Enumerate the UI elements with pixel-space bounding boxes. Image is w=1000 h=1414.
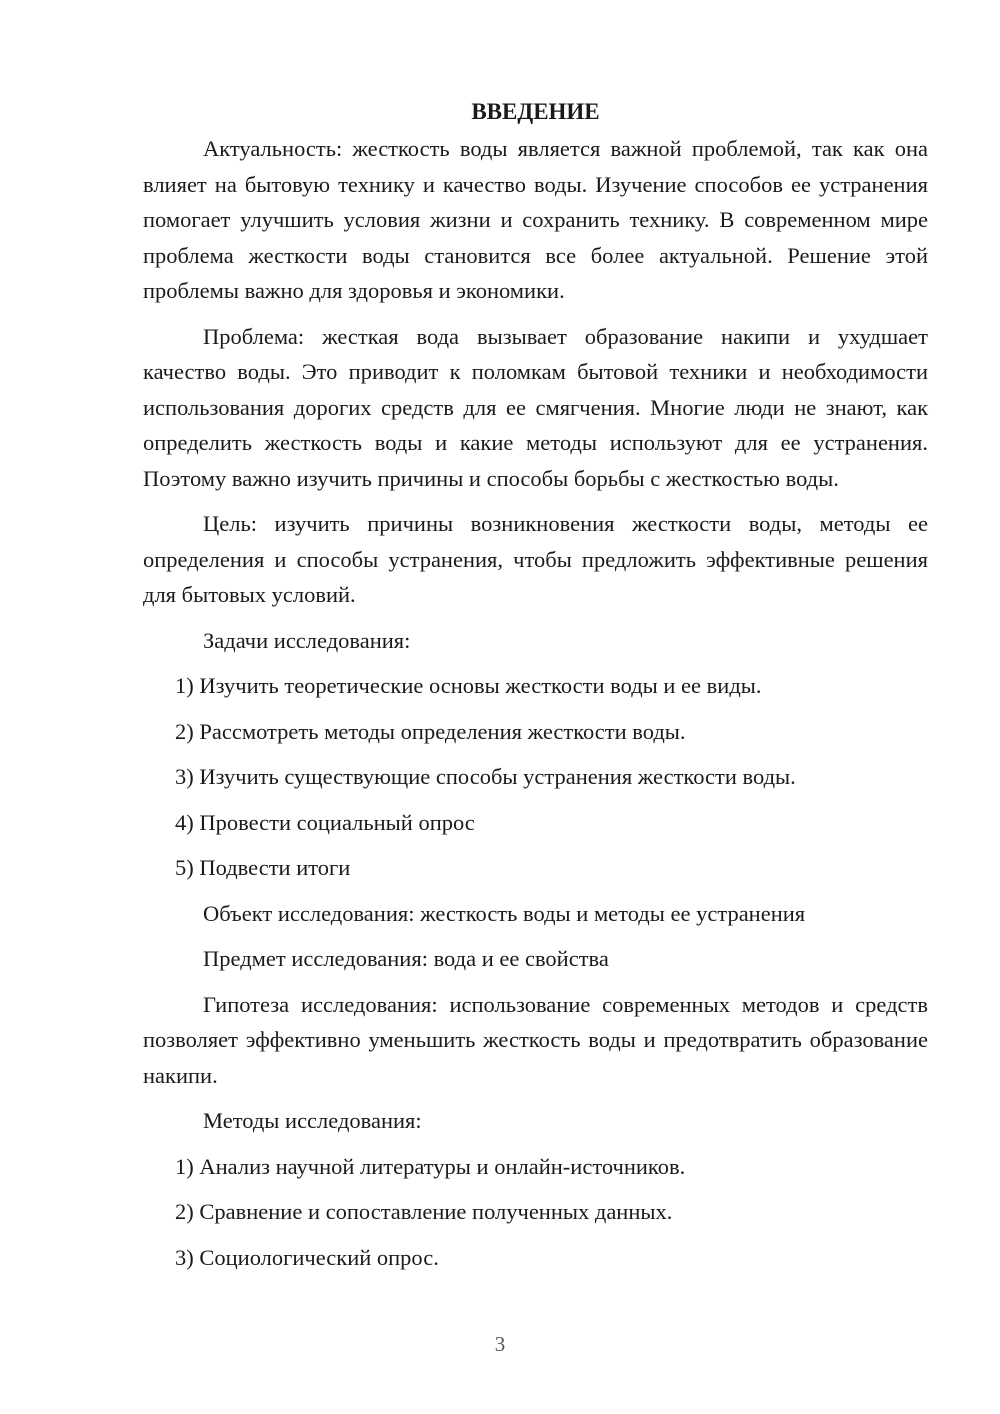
- task-item-3: 3) Изучить существующие способы устранения жесткости воды.: [175, 764, 796, 789]
- task-item-2: 2) Рассмотреть методы определения жесткости воды.: [175, 718, 686, 744]
- relevance-paragraph: Актуальность: жесткость воды является важной проблемой, так как она влияет на бытовую технику и качество воды. Изучение способов ее устранения помогает улучшить условия жизни и сохранить технику. В современном мире проблема жесткости воды становится все более актуальной. Решение этой проблемы важно для здоровья и экономики.: [143, 136, 928, 303]
- method-item-2: 2) Сравнение и сопоставление полученных данных.: [175, 1199, 673, 1224]
- problem-paragraph: Проблема: жесткая вода вызывает образование накипи и ухудшает качество воды. Это приводит к поломкам бытовой техники и необходимости использования дорогих средств для ее смягчения. Многие люди не знают, как определить жесткость воды и какие методы используют для ее устранения. Поэтому важно изучить причины и способы борьбы с жесткостью воды.: [143, 323, 928, 491]
- methods-heading: Методы исследования:: [203, 1108, 422, 1133]
- page-number: 3: [494, 1332, 506, 1356]
- subject-line: Предмет исследования: вода и ее свойства: [203, 946, 609, 971]
- goal-paragraph: Цель: изучить причины возникновения жесткости воды, методы ее определения и способы устранения, чтобы предложить эффективные решения для бытовых условий.: [143, 511, 928, 607]
- task-item-1: 1) Изучить теоретические основы жесткости воды и ее виды.: [175, 673, 762, 698]
- object-line: Объект исследования: жесткость воды и методы ее устранения: [203, 900, 806, 926]
- tasks-heading: Задачи исследования:: [203, 627, 411, 653]
- method-item-1: 1) Анализ научной литературы и онлайн-источников.: [175, 1153, 686, 1179]
- task-item-5: 5) Подвести итоги: [175, 855, 351, 880]
- section-title: ВВЕДЕНИЕ: [471, 99, 600, 124]
- task-item-4: 4) Провести социальный опрос: [175, 809, 475, 835]
- hypothesis-paragraph: Гипотеза исследования: использование современных методов и средств позволяет эффективно уменьшить жесткость воды и предотвратить образование накипи.: [143, 991, 928, 1088]
- method-item-3: 3) Социологический опрос.: [175, 1244, 439, 1270]
- document-page: [143, 94, 928, 1374]
